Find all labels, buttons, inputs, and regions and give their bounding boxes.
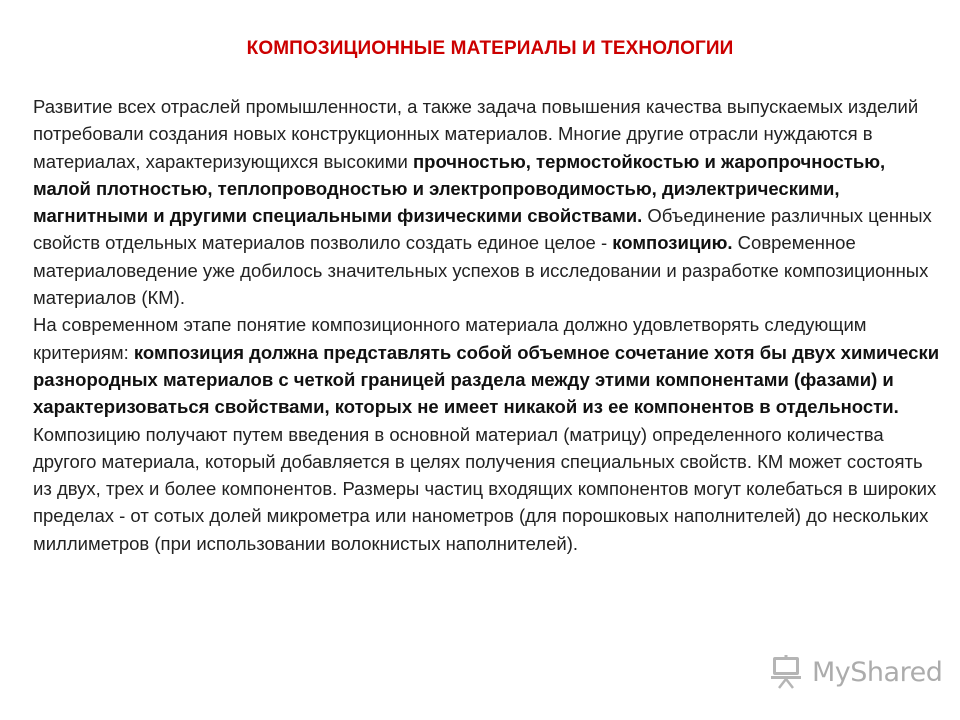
p1-text-2: Объединение различных ценных свойств отдельных материалов позволило создать единое целое - (33, 205, 932, 254)
p2-bold-criteria: композиция должна представлять собой объемное сочетание хотя бы двух химически разнородных материалов с четкой границей раздела между этими компонентами (фазами) и характеризоваться свойствами, которых не имеет никакой из ее компонентов в отдельности. (33, 341, 940, 418)
p2-text-1: На современном этапе понятие композиционного материала должно удовлетворять следующим критериям: (33, 314, 867, 363)
slide-title: КОМПОЗИЦИОННЫЕ МАТЕРИАЛЫ И ТЕХНОЛОГИИ (246, 38, 734, 59)
paragraph-1 (33, 93, 945, 311)
p2-text-2: Композицию получают путем введения в основной материал (матрицу) определенного количества другого материала, который добавляется в целях получения специальных свойств. КМ может состоять из двух, трех и более компонентов. Размеры частиц входящих компонентов могут колебаться в широких пределах - от сотых долей микрометра или нанометров (для порошковых наполнителей) до нескольких миллиметров (при использовании волокнистых наполнителей). (33, 423, 937, 554)
slideshow-icon (770, 655, 806, 689)
p1-bold-composition: композицию. (612, 232, 733, 254)
p1-text-1: Развитие всех отраслей промышленности, а также задача повышения качества выпускаемых изделий потребовали создания новых конструкционных материалов. Многие другие отрасли нуждаются в материалах, характеризующихся высокими (33, 96, 919, 172)
paragraph-2 (33, 311, 945, 557)
p1-bold-properties: прочностью, термостойкостью и жаропрочностью, малой плотностью, теплопроводностью и электропроводимостью, диэлектрическими, магнитными и другими специальными физическими свойствами. (33, 150, 886, 227)
slide-body (33, 93, 945, 557)
watermark-text: MyShared (812, 656, 943, 688)
watermark-logo (770, 655, 942, 689)
p1-text-3: Современное материаловедение уже добилось значительных успехов в исследовании и разработке композиционных материалов (КМ). (33, 232, 929, 309)
